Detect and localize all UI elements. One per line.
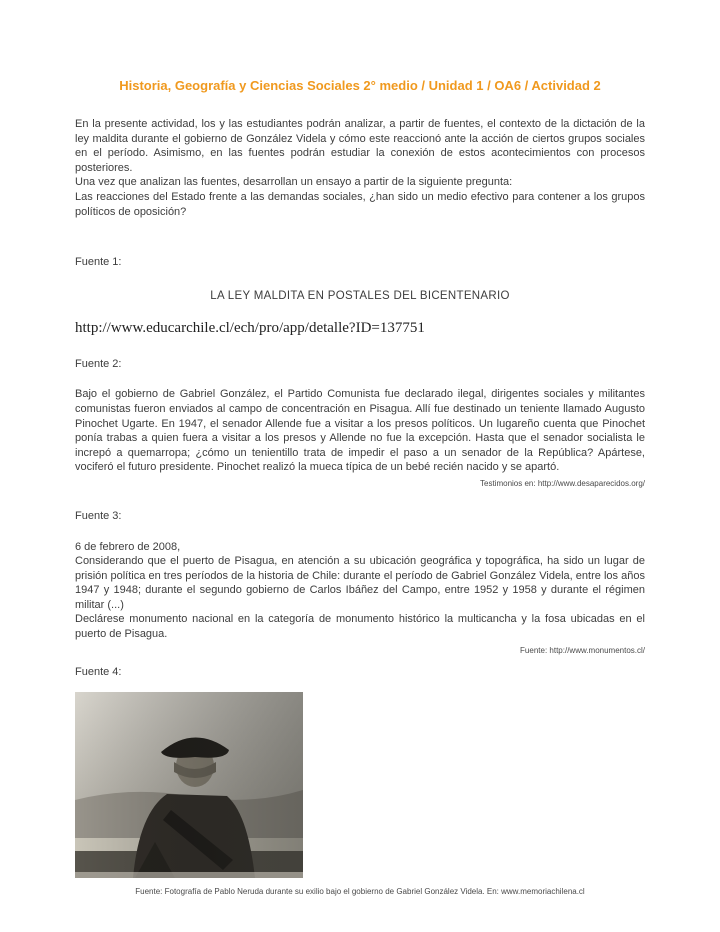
fuente2-body: Bajo el gobierno de Gabriel González, el Partido Comunista fue declarado ilegal, dirigentes sociales y militantes comunistas fueron enviados al campo de concentración en Pisagua. Allí fue destinado un teniente llamado Augusto Pinochet Ugarte. En 1947, el senador Allende fue a visitar a los presos políticos. Un lugareño cuenta que Pinochet ponía trabas a quien fuera a visitar a los presos y Allende no fue la excepción. Hasta que el senador socialista le increpó a quemarropa; ¿cómo un tenientillo trata de impedir el paso a un senador de la República? Apártese, vociferó el futuro presidente. Pinochet realizó la mueca típica de un bebé recién nacido y se apartó. bbox=[75, 388, 645, 474]
fuente1-url-link[interactable]: http://www.educarchile.cl/ech/pro/app/detalle?ID=137751 bbox=[75, 319, 425, 336]
fuente3-body: Considerando que el puerto de Pisagua, en atención a su ubicación geográfica y topográfica, ha sido un lugar de prisión política en tres períodos de la historia de Chile: durante el período de Gabriel González Videla, entre los años 1947 y 1948; durante el segundo gobierno de Carlos Ibáñez del Campo, entre 1952 y 1958 y durante el régimen militar (...) bbox=[75, 555, 645, 611]
page-title: Historia, Geografía y Ciencias Sociales 2° medio / Unidad 1 / OA6 / Actividad 2 bbox=[119, 78, 601, 93]
intro-question: Las reacciones del Estado frente a las demandas sociales, ¿han sido un medio efectivo para contener a los grupos políticos de oposición? bbox=[75, 190, 645, 218]
fuente4-caption: Fuente: Fotografía de Pablo Neruda durante su exilio bajo el gobierno de Gabriel González Videla. En: www.memoriachilena.cl bbox=[135, 887, 585, 897]
fuente1-label: Fuente 1: bbox=[75, 256, 122, 269]
fuente3-source-link[interactable]: Fuente: http://www.monumentos.cl/ bbox=[520, 645, 645, 655]
fuente2-label: Fuente 2: bbox=[75, 357, 122, 370]
fuente3-decree: Declárese monumento nacional en la categoría de monumento histórico la multicancha y la fosa ubicadas en el puerto de Pisagua. bbox=[75, 613, 645, 641]
fuente3-label: Fuente 3: bbox=[75, 509, 122, 522]
intro-instruction: Una vez que analizan las fuentes, desarrollan un ensayo a partir de la siguiente pregunta: bbox=[75, 176, 513, 189]
photo-pablo-neruda bbox=[75, 692, 303, 878]
fuente3-date: 6 de febrero de 2008, bbox=[75, 540, 181, 553]
fuente4-label: Fuente 4: bbox=[75, 665, 122, 678]
intro-paragraph: En la presente actividad, los y las estudiantes podrán analizar, a partir de fuentes, el contexto de la dictación de la ley maldita durante el gobierno de González Videla y cómo este reaccionó ante la acción de ciertos grupos sociales en el período. Asimismo, en las fuentes podrán estudiar la conexión de estos acontecimientos con procesos posteriores. bbox=[75, 118, 645, 174]
fuente1-heading: LA LEY MALDITA EN POSTALES DEL BICENTENARIO bbox=[210, 289, 510, 302]
fuente2-source-link[interactable]: Testimonios en: http://www.desaparecidos.org/ bbox=[480, 478, 645, 488]
photo-image bbox=[75, 692, 303, 878]
